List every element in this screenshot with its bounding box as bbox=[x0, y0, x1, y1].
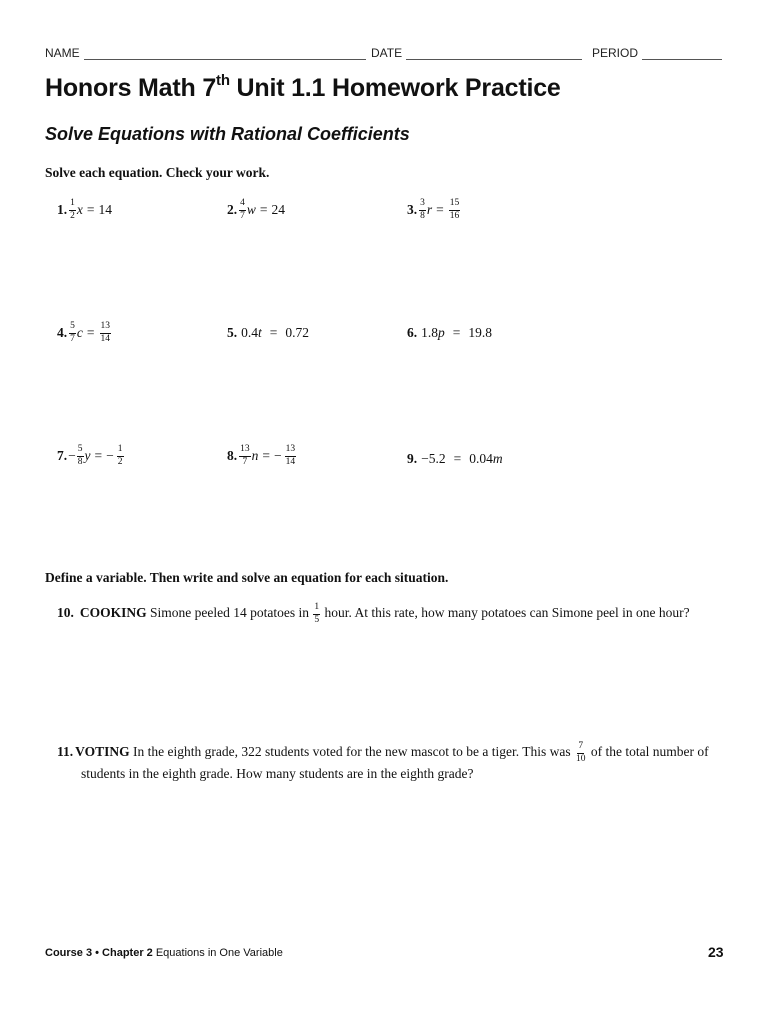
coefficient-fraction: $\frac{5}{7}$ bbox=[70, 321, 75, 344]
section1-instruction: Solve each equation. Check your work. bbox=[45, 165, 270, 180]
coefficient-fraction: $\frac{1}{2}$ bbox=[70, 198, 75, 221]
problem-5: 5. 0.4 t = 0.72 bbox=[227, 325, 310, 340]
page-title: Honors Math 7th Unit 1.1 Homework Practice bbox=[45, 72, 561, 102]
problem-8: 8. $\frac{13}{7}$ n = − $\frac{13}{14}$ bbox=[227, 444, 296, 467]
name-blank[interactable] bbox=[84, 48, 366, 60]
rhs-fraction: $\frac{13}{14}$ bbox=[285, 444, 296, 467]
rhs-fraction: $\frac{1}{2}$ bbox=[117, 444, 123, 467]
date-field[interactable] bbox=[371, 46, 582, 60]
problem-7: 7. − $\frac{5}{8}$ y = − $\frac{1}{2}$ bbox=[57, 444, 123, 467]
fraction-of-students: $\frac{7}{10}$ bbox=[576, 741, 586, 764]
time-fraction: $\frac{1}{5}$ bbox=[314, 602, 320, 625]
name-label: NAME bbox=[45, 46, 80, 60]
coefficient-fraction: $\frac{3}{8}$ bbox=[420, 198, 425, 221]
problem-11: 11. VOTING In the eighth grade, 322 students voted for the new mascot to be a tiger. This was $\frac{7}{10}$ of the total number of students in the eighth grade. How many students are in the eighth grade? bbox=[57, 741, 709, 781]
problem-1: 1. $\frac{1}{2}$ x = 14 bbox=[57, 198, 112, 221]
problem-3: 3. $\frac{3}{8}$ r = $\frac{15}{16}$ bbox=[407, 198, 460, 221]
period-field[interactable] bbox=[592, 46, 722, 60]
date-label: DATE bbox=[371, 46, 403, 60]
problem-6: 6. 1.8 p = 19.8 bbox=[407, 325, 492, 340]
period-label: PERIOD bbox=[592, 46, 639, 60]
coefficient-fraction: $\frac{4}{7}$ bbox=[240, 198, 245, 221]
footer-course: Course 3 • Chapter 2 Equations in One Variable bbox=[45, 947, 283, 959]
rhs-fraction: $\frac{13}{14}$ bbox=[100, 321, 110, 344]
page-number: 23 bbox=[708, 944, 724, 960]
problem-4: 4. $\frac{5}{7}$ c = $\frac{13}{14}$ bbox=[57, 321, 110, 344]
coefficient-fraction: $\frac{5}{8}$ bbox=[77, 444, 83, 467]
page-subtitle: Solve Equations with Rational Coefficients bbox=[45, 124, 410, 144]
problem-10: 10. COOKING Simone peeled 14 potatoes in $\frac{1}{5}$ hour. At this rate, how many potatoes can Simone peel in one hour? bbox=[57, 602, 690, 625]
period-blank[interactable] bbox=[642, 48, 722, 60]
coefficient-fraction: $\frac{13}{7}$ bbox=[240, 444, 250, 467]
date-blank[interactable] bbox=[406, 48, 582, 60]
problem-2: 2. $\frac{4}{7}$ w = 24 bbox=[227, 198, 286, 221]
name-field[interactable] bbox=[45, 46, 366, 60]
problem-9: 9. −5.2 = 0.04 m bbox=[407, 451, 503, 466]
section2-instruction: Define a variable. Then write and solve an equation for each situation. bbox=[45, 570, 449, 585]
rhs-fraction: $\frac{15}{16}$ bbox=[449, 198, 460, 221]
